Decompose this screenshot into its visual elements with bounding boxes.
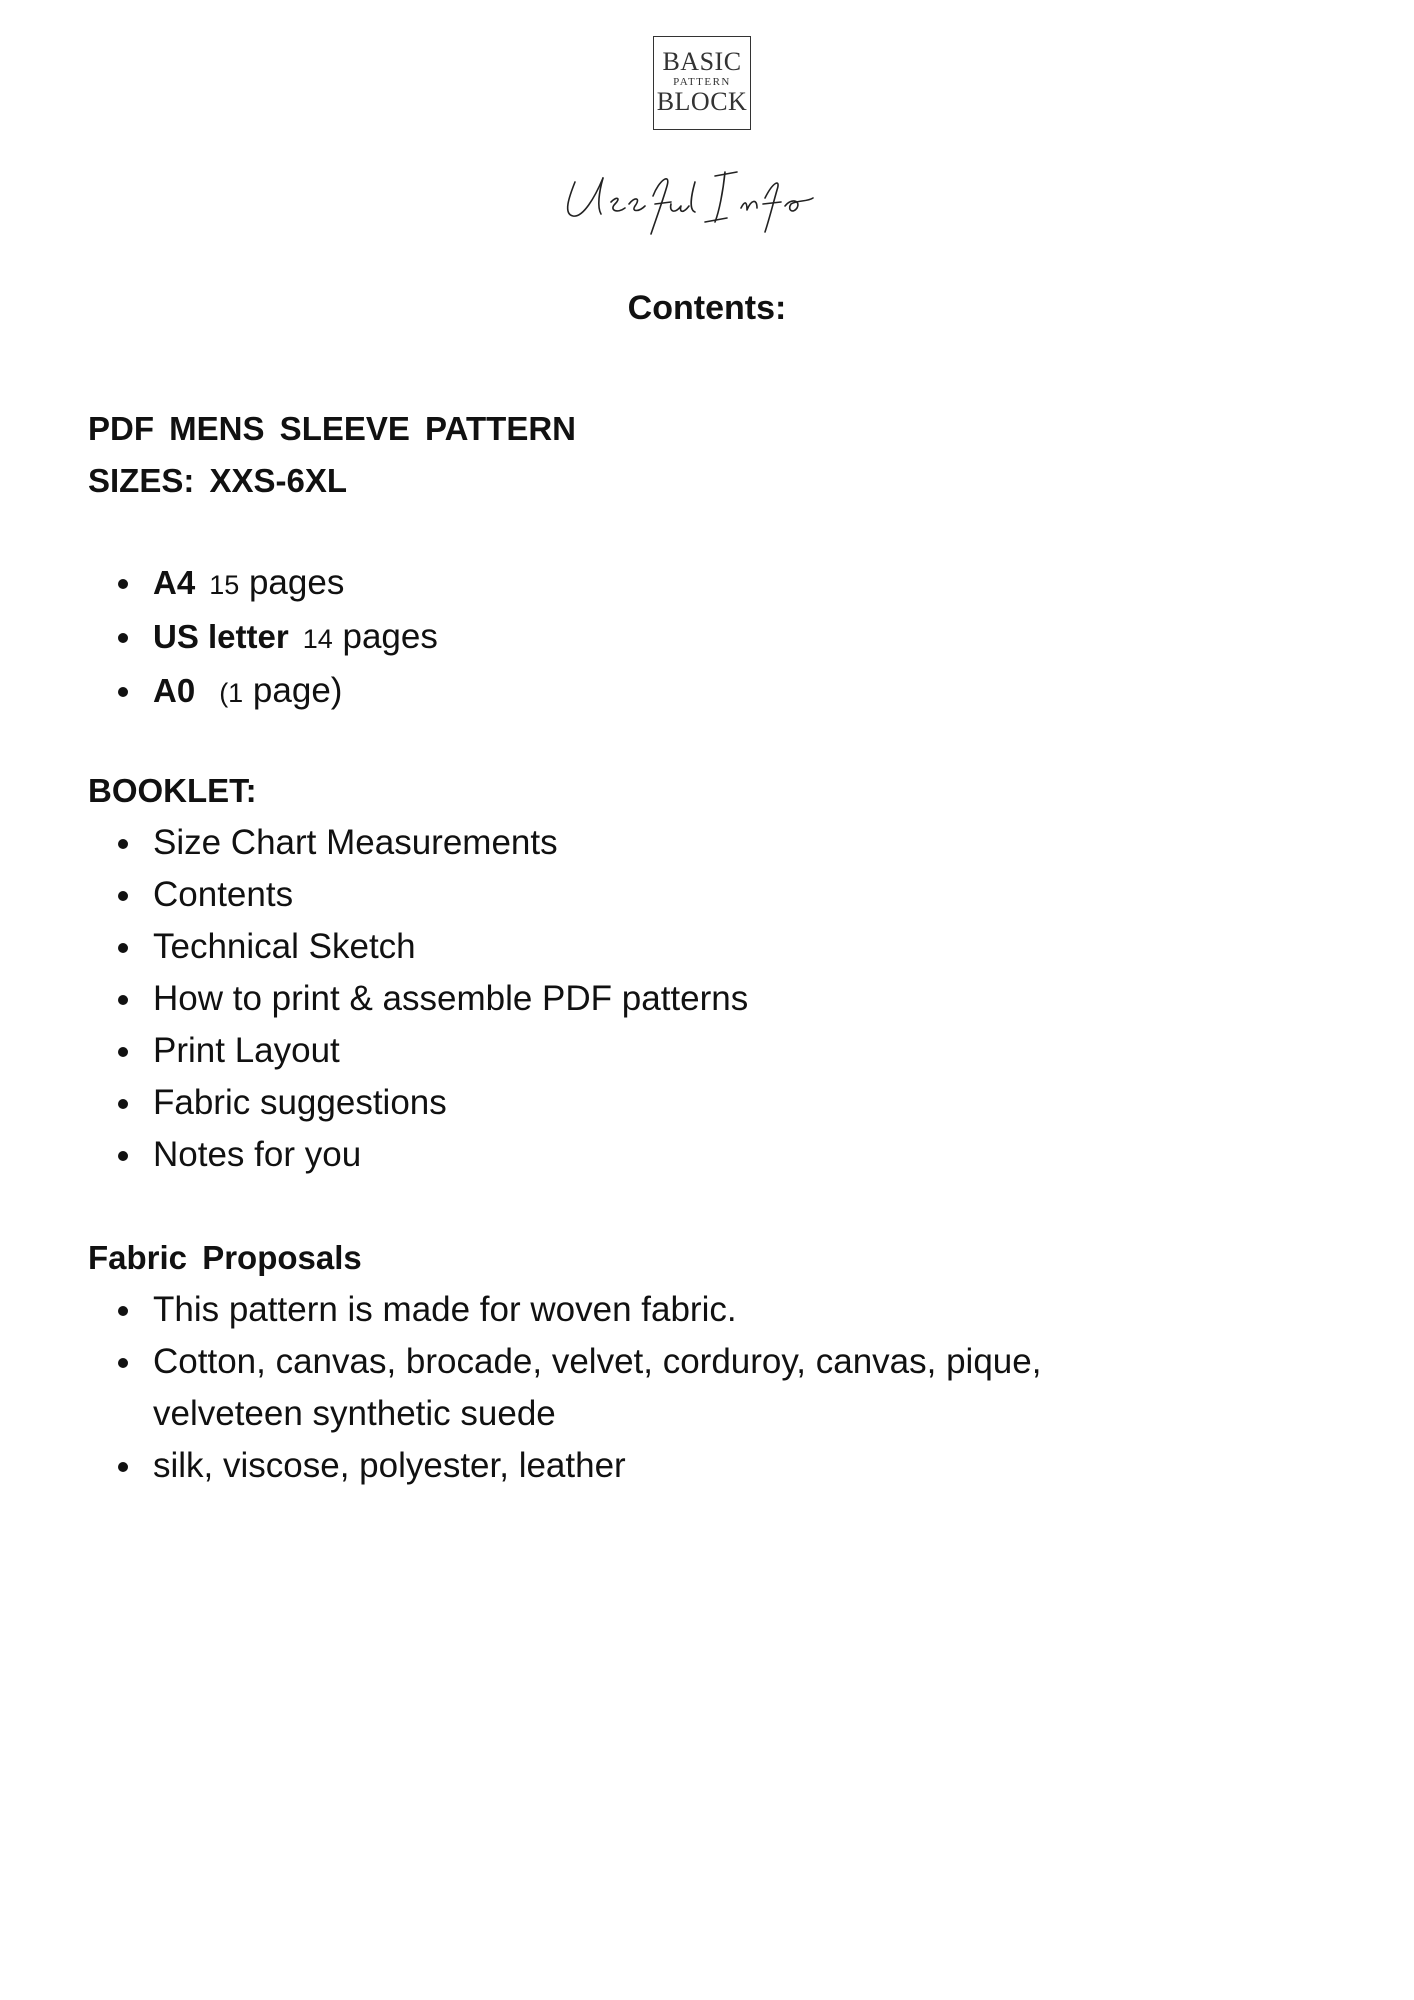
format-page-number: 15 [209,570,240,600]
pattern-info-section [88,403,1308,507]
list-item: Cotton, canvas, brocade, velvet, corduroy, canvas, pique, velveteen synthetic suede [88,1336,1168,1440]
handwritten-title-graphic [555,152,825,242]
script-title-useful-info [555,152,825,242]
brand-logo [653,36,751,130]
pattern-title: PDF MENS SLEEVE PATTERN [88,410,576,447]
list-item: Fabric suggestions [88,1077,1308,1129]
list-item: Technical Sketch [88,921,1308,973]
list-item: Print Layout [88,1025,1308,1077]
logo-text-basic: BASIC [662,47,742,76]
format-name: A0 [153,672,196,709]
format-page-label: pages [332,617,438,656]
list-item: Size Chart Measurements [88,817,1308,869]
format-page-number: 14 [302,624,333,654]
pattern-sizes: SIZES: XXS-6XL [88,462,348,499]
format-page-label: page) [243,671,343,710]
fabric-proposals-section [88,1232,1308,1492]
list-item: Contents [88,869,1308,921]
booklet-list [88,817,1308,1181]
format-list [88,557,1308,719]
booklet-section [88,765,1308,1181]
fabric-heading: Fabric Proposals [88,1239,362,1276]
contents-heading: Contents: [627,289,787,327]
list-item: silk, viscose, polyester, leather [88,1440,1168,1492]
logo-text-pattern: PATTERN [673,76,731,88]
list-item: How to print & assemble PDF patterns [88,973,1308,1025]
list-item: This pattern is made for woven fabric. [88,1284,1168,1336]
format-name: A4 [153,564,196,601]
list-item: Notes for you [88,1129,1308,1181]
logo-text-block: BLOCK [656,87,748,116]
format-name: US letter [153,618,289,655]
format-list-section [88,557,1308,719]
format-item-a0 [88,665,1308,719]
fabric-list [88,1284,1168,1492]
format-item-us-letter [88,611,1308,665]
format-item-a4 [88,557,1308,611]
format-page-number: (1 [219,678,244,708]
booklet-heading: BOOKLET: [88,772,257,809]
format-page-label: pages [239,563,345,602]
